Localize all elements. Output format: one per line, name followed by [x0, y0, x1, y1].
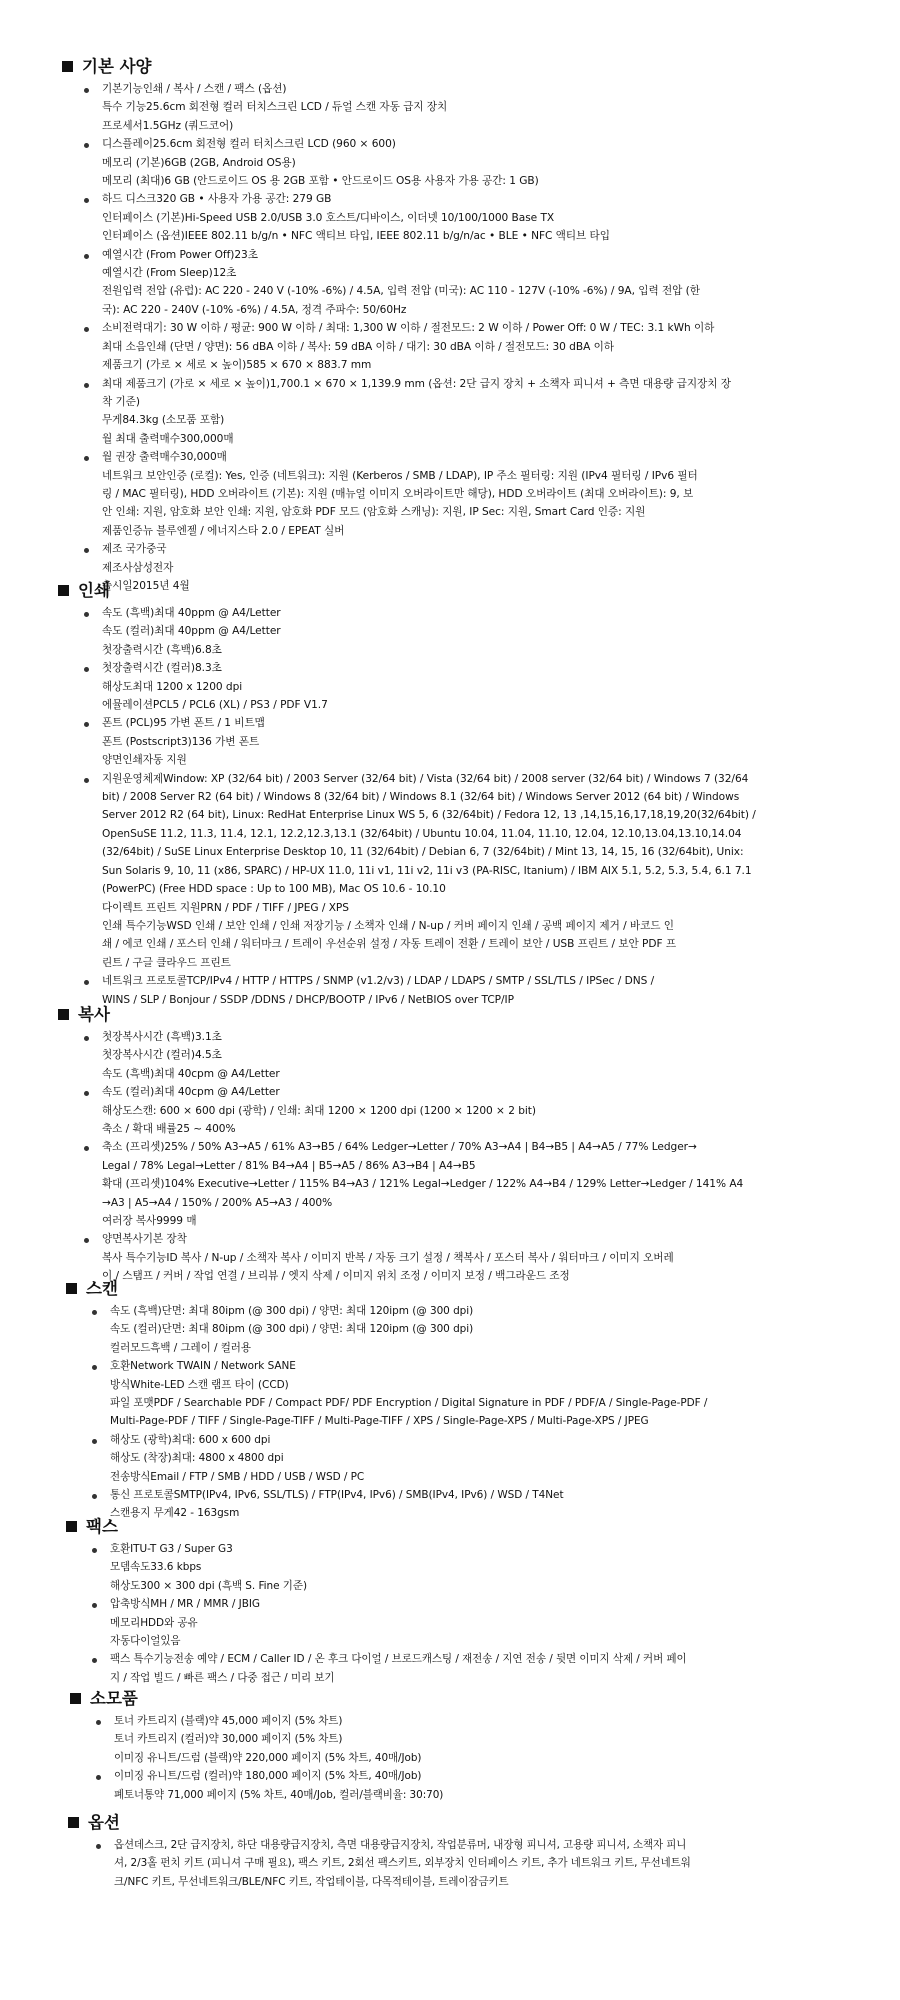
spec-list	[0, 80, 900, 595]
spec-line: 이 / 스탬프 / 커버 / 작업 연결 / 브리뷰 / 엣지 삭제 / 이미지 위치 조정 / 이미지 보정 / 백그라운드 조정	[102, 1270, 570, 1283]
spec-line: 메모리 (최대)6 GB (안드로이드 OS 용 2GB 포함 • 안드로이드 OS용 사용자 가용 공간: 1 GB)	[102, 175, 539, 188]
spec-line: 지 / 작업 빌드 / 빠른 팩스 / 다중 접근 / 미리 보기	[110, 1671, 335, 1684]
spec-line: 자동다이얼있음	[110, 1635, 181, 1648]
square-bullet-icon	[62, 61, 73, 72]
spec-line: (PowerPC) (Free HDD space : Up to 100 MB), Mac OS 10.6 - 10.10	[102, 883, 446, 896]
spec-line: 크/NFC 키트, 무선네트워크/BLE/NFC 키트, 작업테이블, 다목적테이블, 트레이잠금키트	[114, 1875, 509, 1888]
spec-line: 토너 카트리지 (블랙)약 45,000 페이지 (5% 차트)	[114, 1715, 343, 1727]
spec-line: 폰트 (PCL)95 가변 폰트 / 1 비트맵	[102, 717, 265, 730]
spec-item	[0, 190, 806, 245]
spec-line: 팩스 특수기능전송 예약 / ECM / Caller ID / 온 후크 다이얼 / 브로드캐스팅 / 재전송 / 지연 전송 / 뒷면 이미지 삭제 / 커버 페이	[110, 1653, 687, 1666]
square-bullet-icon	[68, 1817, 79, 1828]
spec-line: 전원입력 전압 (유럽): AC 220 - 240 V (-10% -6%) / 4.5A, 입력 전압 (미국): AC 110 - 127V (-10% -6%) / 9A, 입력 전압 (한	[102, 285, 700, 298]
spec-line: 최대 제품크기 (가로 × 세로 × 높이)1,700.1 × 670 × 1,139.9 mm (옵션: 2단 급지 장치 + 소책자 피니셔 + 측면 대용량 급지장치 장	[102, 377, 731, 390]
section-title	[66, 1516, 118, 1538]
spec-item	[8, 1357, 814, 1431]
spec-item	[0, 714, 806, 769]
spec-line: Legal / 78% Legal→Letter / 81% B4→A4 | B5→A5 / 86% A3→B4 | A4→B5	[102, 1159, 476, 1172]
spec-line: 스캔용지 무게42 - 163gsm	[110, 1507, 240, 1520]
spec-line: 착 기준)	[102, 395, 140, 408]
section-title	[58, 1004, 110, 1026]
section-title-text: 인쇄	[78, 581, 110, 600]
spec-line: 네트워크 보안인증 (로컬): Yes, 인증 (네트워크): 지원 (Kerberos / SMB / LDAP), IP 주소 필터링: 지원 (IPv4 필터링 / IPv6 필터	[102, 469, 698, 482]
spec-line: 호환ITU-T G3 / Super G3	[110, 1543, 233, 1555]
spec-line: 제품크기 (가로 × 세로 × 높이)585 × 670 × 883.7 mm	[102, 359, 372, 372]
spec-line: 첫장복사시간 (흑백)3.1초	[102, 1031, 222, 1043]
spec-line: →A3 | A5→A4 / 150% / 200% A5→A3 / 400%	[102, 1196, 333, 1209]
spec-line: 지원운영체제Window: XP (32/64 bit) / 2003 Server (32/64 bit) / Vista (32/64 bit) / 2008 server (32/64 bit) / Windows 7 (32/64	[102, 772, 749, 785]
spec-line: 메모리 (기본)6GB (2GB, Android OS용)	[102, 156, 296, 169]
spec-list	[8, 1302, 900, 1523]
spec-line: 예열시간 (From Power Off)23초	[102, 248, 258, 261]
section-title	[68, 1812, 120, 1834]
spec-item	[0, 80, 806, 135]
spec-line: Server 2012 R2 (64 bit), Linux: RedHat Enterprise Linux WS 5, 6 (32/64bit) / Fedora 12, 13 ,14,15,16,17,18,19,20(32/64bit) /	[102, 809, 756, 822]
section-title-text: 기본 사양	[82, 57, 152, 76]
spec-item	[8, 1431, 814, 1486]
spec-line: 해상도스캔: 600 × 600 dpi (광학) / 인쇄: 최대 1200 × 1200 dpi (1200 × 1200 × 2 bit)	[102, 1104, 536, 1117]
spec-line: 인쇄 특수기능WSD 인쇄 / 보안 인쇄 / 인쇄 저장기능 / 소책자 인쇄 / N-up / 커버 페이지 인쇄 / 공백 페이지 제거 / 바코드 인	[102, 919, 674, 932]
spec-line: 링 / MAC 필터링), HDD 오버라이트 (기본): 지원 (매뉴얼 이미지 오버라이트만 해당), HDD 오버라이트 (최대 오버라이트): 9, 보	[102, 487, 694, 500]
section-title-text: 복사	[78, 1005, 110, 1024]
spec-line: 이미징 유니트/드럼 (컬러)약 180,000 페이지 (5% 차트, 40매/Job)	[114, 1770, 422, 1783]
spec-item	[0, 1083, 806, 1138]
spec-line: 안 인쇄: 지원, 암호화 보안 인쇄: 지원, 암호화 PDF 모드 (암호화 스캐닝): 지원, IP Sec: 지원, Smart Card 인증: 지원	[102, 506, 646, 519]
spec-line: 복사 특수기능ID 복사 / N-up / 소책자 복사 / 이미지 반복 / 자동 크기 설정 / 책복사 / 포스터 복사 / 워터마크 / 이미지 오버레	[102, 1251, 674, 1264]
spec-line: 컬러모드흑백 / 그레이 / 컬러용	[110, 1341, 251, 1354]
spec-line: 속도 (흑백)최대 40ppm @ A4/Letter	[102, 607, 281, 619]
spec-line: 여러장 복사9999 매	[102, 1215, 197, 1228]
spec-line: 인터페이스 (옵션)IEEE 802.11 b/g/n • NFC 액티브 타입, IEEE 802.11 b/g/n/ac • BLE • NFC 액티브 타입	[102, 230, 610, 243]
spec-line: 속도 (컬러)단면: 최대 80ipm (@ 300 dpi) / 양면: 최대 120ipm (@ 300 dpi)	[110, 1323, 474, 1336]
spec-item	[0, 135, 806, 190]
section-title	[66, 1278, 118, 1300]
spec-line: 파일 포맷PDF / Searchable PDF / Compact PDF/ PDF Encryption / Digital Signature in PDF / PDF/A / Single-Page-PDF /	[110, 1397, 708, 1410]
spec-line: 하드 디스크320 GB • 사용자 가용 공간: 279 GB	[102, 193, 332, 206]
spec-line: 월 최대 출력매수300,000매	[102, 432, 234, 445]
spec-line: 해상도 (착장)최대: 4800 x 4800 dpi	[110, 1452, 284, 1465]
spec-line: 메모리HDD와 공유	[110, 1616, 198, 1629]
spec-line: 속도 (컬러)최대 40ppm @ A4/Letter	[102, 625, 281, 638]
spec-item	[0, 972, 806, 1009]
spec-line: 옵션데스크, 2단 급지장치, 하단 대용량급지장치, 측면 대용량급지장치, 작업분류머, 내장형 피니셔, 고용량 피니셔, 소책자 피니	[114, 1839, 687, 1851]
spec-line: 첫장출력시간 (흑백)6.8초	[102, 643, 222, 656]
spec-line: bit) / 2008 Server R2 (64 bit) / Windows 8 (32/64 bit) / Windows 8.1 (32/64 bit) / Windows Server 2012 (64 bit) / Windows	[102, 791, 740, 804]
spec-line: 해상도 (광학)최대: 600 x 600 dpi	[110, 1433, 271, 1446]
spec-line: 예열시간 (From Sleep)12초	[102, 267, 237, 280]
square-bullet-icon	[66, 1521, 77, 1532]
spec-item	[12, 1836, 818, 1891]
square-bullet-icon	[58, 1009, 69, 1020]
spec-item	[0, 1138, 806, 1230]
spec-line: 전송방식Email / FTP / SMB / HDD / USB / WSD / PC	[110, 1470, 365, 1483]
spec-line: 에뮬레이션PCL5 / PCL6 (XL) / PS3 / PDF V1.7	[102, 699, 328, 712]
spec-line: 양면복사기본 장착	[102, 1233, 187, 1246]
spec-line: 제품인증뉴 블루엔젤 / 에너지스타 2.0 / EPEAT 실버	[102, 524, 345, 537]
spec-line: 방식White-LED 스캔 램프 타이 (CCD)	[110, 1378, 289, 1391]
spec-line: 해상도300 × 300 dpi (흑백 S. Fine 기준)	[110, 1579, 307, 1592]
spec-line: 출시일2015년 4월	[102, 579, 190, 592]
spec-item	[0, 246, 806, 320]
spec-line: (32/64bit) / SuSE Linux Enterprise Desktop 10, 11 (32/64bit) / Debian 6, 7 (32/64bit) / Mint 13, 14, 15, 16 (32/64bit), Unix:	[102, 846, 744, 859]
spec-line: 린트 / 구글 클라우드 프린트	[102, 956, 231, 969]
spec-line: 속도 (흑백)최대 40cpm @ A4/Letter	[102, 1067, 280, 1080]
spec-item	[0, 448, 806, 540]
spec-line: 확대 (프리셋)104% Executive→Letter / 115% B4→A3 / 121% Legal→Ledger / 122% A4→B4 / 129% Letter→Ledger / 141% A4	[102, 1178, 744, 1191]
spec-line: 특수 기능25.6cm 회전형 컬러 터치스크린 LCD / 듀얼 스캔 자동 급지 장치	[102, 101, 448, 114]
spec-line: 쇄 / 에코 인쇄 / 포스터 인쇄 / 워터마크 / 트레이 우선순위 설정 / 자동 트레이 전환 / 트레이 보안 / USB 프린트 / 보안 PDF 프	[102, 938, 677, 951]
spec-line: Sun Solaris 9, 10, 11 (x86, SPARC) / HP-UX 11.0, 11i v1, 11i v2, 11i v3 (PA-RISC, Itanium) / IBM AIX 5.1, 5.2, 5.3, 5.4, 6.1 7.1	[102, 864, 752, 877]
spec-item	[0, 1028, 806, 1083]
section-title	[70, 1688, 138, 1710]
spec-line: Multi-Page-PDF / TIFF / Single-Page-TIFF / Multi-Page-TIFF / XPS / Single-Page-XPS / Multi-Page-XPS / JPEG	[110, 1415, 649, 1428]
spec-line: 월 권장 출력매수30,000매	[102, 451, 227, 464]
spec-line: 이미징 유니트/드럼 (블랙)약 220,000 페이지 (5% 차트, 40매/Job)	[114, 1751, 422, 1764]
spec-list	[0, 1028, 900, 1286]
spec-line: 첫장복사시간 (컬러)4.5초	[102, 1049, 222, 1062]
section-title-text: 소모품	[90, 1689, 138, 1708]
spec-line: 인터페이스 (기본)Hi-Speed USB 2.0/USB 3.0 호스트/디바이스, 이더넷 10/100/1000 Base TX	[102, 211, 555, 224]
section-title-text: 팩스	[86, 1517, 118, 1536]
spec-item	[0, 375, 806, 449]
spec-line: 양면인쇄자동 지원	[102, 754, 187, 767]
spec-line: 호환Network TWAIN / Network SANE	[110, 1360, 296, 1373]
spec-item	[8, 1595, 814, 1650]
spec-item	[8, 1486, 814, 1523]
spec-line: WINS / SLP / Bonjour / SSDP /DDNS / DHCP/BOOTP / IPv6 / NetBIOS over TCP/IP	[102, 993, 514, 1006]
spec-item	[12, 1767, 818, 1804]
spec-line: 해상도최대 1200 x 1200 dpi	[102, 680, 243, 693]
section-title-text: 스캔	[86, 1279, 118, 1298]
spec-item	[0, 604, 806, 659]
spec-line: 네트워크 프로토콜TCP/IPv4 / HTTP / HTTPS / SNMP (v1.2/v3) / LDAP / LDAPS / SMTP / SSL/TLS / IPSec / DNS /	[102, 975, 655, 988]
spec-line: 압축방식MH / MR / MMR / JBIG	[110, 1598, 260, 1611]
spec-line: 첫장출력시간 (컬러)8.3초	[102, 662, 222, 675]
spec-line: 축소 (프리셋)25% / 50% A3→A5 / 61% A3→B5 / 64% Ledger→Letter / 70% A3→A4 | B4→B5 | A4→A5 / 77% Ledger→	[102, 1141, 697, 1154]
spec-item	[8, 1540, 814, 1595]
spec-list	[12, 1712, 900, 1804]
spec-list	[8, 1540, 900, 1687]
spec-line: 통신 프로토콜SMTP(IPv4, IPv6, SSL/TLS) / FTP(IPv4, IPv6) / SMB(IPv4, IPv6) / WSD / T4Net	[110, 1489, 564, 1502]
spec-line: 소비전력대기: 30 W 이하 / 평균: 900 W 이하 / 최대: 1,300 W 이하 / 절전모드: 2 W 이하 / Power Off: 0 W / TEC: 3.1 kWh 이하	[102, 322, 715, 335]
spec-item	[0, 770, 806, 972]
spec-item	[0, 1230, 806, 1285]
spec-line: 기본기능인쇄 / 복사 / 스캔 / 팩스 (옵션)	[102, 83, 287, 95]
square-bullet-icon	[70, 1693, 81, 1704]
spec-line: 무게84.3kg (소모품 포함)	[102, 414, 225, 427]
section-title-text: 옵션	[88, 1813, 120, 1832]
spec-item	[0, 659, 806, 714]
spec-line: 디스플레이25.6cm 회전형 컬러 터치스크린 LCD (960 × 600)	[102, 138, 396, 151]
spec-line: 제조 국가중국	[102, 543, 167, 556]
spec-item	[0, 540, 806, 595]
spec-line: 축소 / 확대 배률25 ~ 400%	[102, 1123, 236, 1136]
spec-line: 제조사삼성전자	[102, 561, 174, 574]
spec-line: 속도 (컬러)최대 40cpm @ A4/Letter	[102, 1086, 280, 1099]
spec-line: 토너 카트리지 (컬러)약 30,000 페이지 (5% 차트)	[114, 1733, 343, 1746]
spec-line: OpenSuSE 11.2, 11.3, 11.4, 12.1, 12.2,12.3,13.1 (32/64bit) / Ubuntu 10.04, 11.04, 11.10, 12.04, 12.10,13.04,13.10,14.04	[102, 827, 742, 840]
square-bullet-icon	[58, 585, 69, 596]
section-title	[62, 56, 152, 78]
square-bullet-icon	[66, 1283, 77, 1294]
spec-line: 국): AC 220 - 240V (-10% -6%) / 4.5A, 정격 주파수: 50/60Hz	[102, 303, 407, 316]
spec-item	[12, 1712, 818, 1767]
spec-line: 폐토너통약 71,000 페이지 (5% 차트, 40매/Job, 컬러/블랙비율: 30:70)	[114, 1788, 444, 1801]
spec-list	[12, 1836, 900, 1891]
spec-line: 모뎀속도33.6 kbps	[110, 1561, 202, 1574]
spec-item	[0, 319, 806, 374]
section-title	[58, 580, 110, 602]
spec-line: 다이렉트 프린트 지원PRN / PDF / TIFF / JPEG / XPS	[102, 901, 349, 914]
spec-item	[8, 1302, 814, 1357]
spec-line: 속도 (흑백)단면: 최대 80ipm (@ 300 dpi) / 양면: 최대 120ipm (@ 300 dpi)	[110, 1305, 474, 1317]
spec-line: 프로세서1.5GHz (쿼드코어)	[102, 119, 234, 132]
spec-item	[8, 1650, 814, 1687]
spec-line: 셔, 2/3홀 펀치 키트 (피니셔 구매 필요), 팩스 키트, 2회선 팩스키트, 외부장치 인터페이스 키트, 추가 네트워크 키트, 무선네트워	[114, 1857, 691, 1870]
spec-line: 폰트 (Postscript3)136 가변 폰트	[102, 735, 260, 748]
spec-list	[0, 604, 900, 1009]
spec-line: 최대 소음인쇄 (단면 / 양면): 56 dBA 이하 / 복사: 59 dBA 이하 / 대기: 30 dBA 이하 / 절전모드: 30 dBA 이하	[102, 340, 614, 353]
